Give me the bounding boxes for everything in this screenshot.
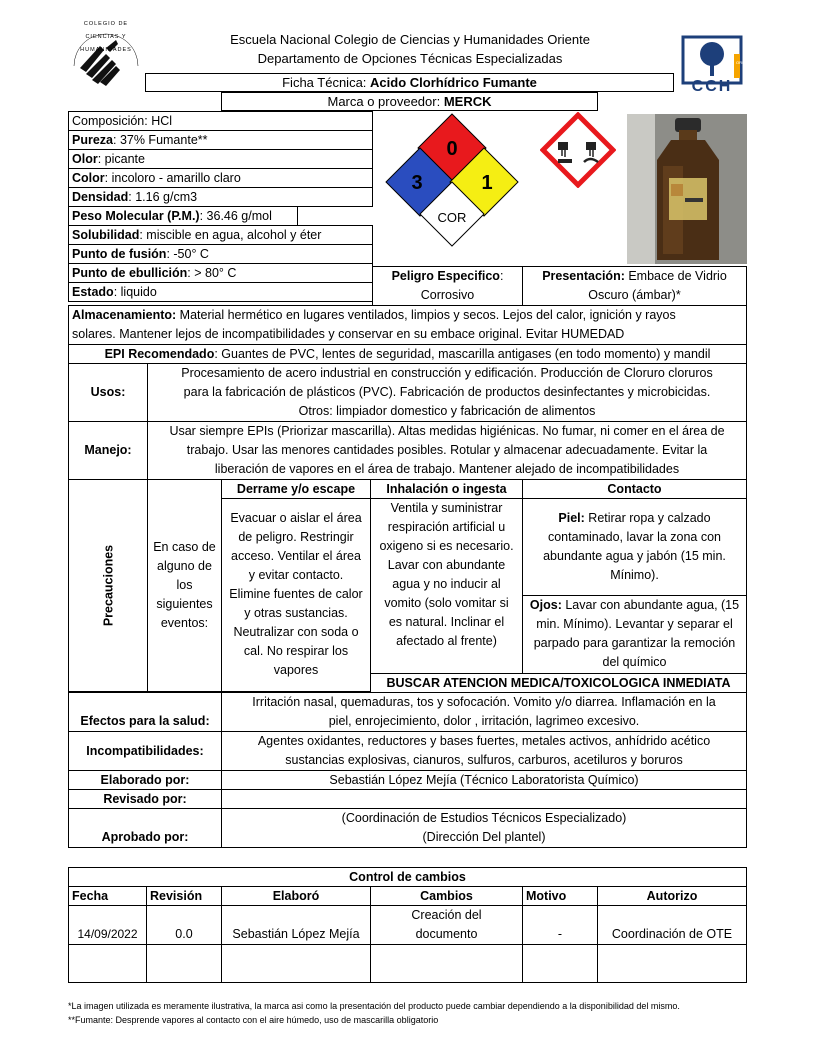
prop-row	[68, 282, 373, 302]
prop-label: Peso Molecular (P.M.)	[72, 209, 200, 223]
peligro-cell	[372, 266, 523, 306]
derrame-line: Neutralizar con soda o	[233, 625, 359, 639]
prop-value: : > 80° C	[187, 266, 237, 280]
elaborado-value: Sebastián López Mejía (Técnico Laboratorista Químico)	[221, 770, 747, 790]
derrame-line: y otras sustancias.	[244, 606, 348, 620]
sheet-title-prefix: Ficha Técnica:	[282, 75, 371, 90]
control-cambios-line: Creación del	[411, 908, 482, 922]
precauciones-label: Precauciones	[101, 544, 116, 627]
prop-value: : HCl	[144, 114, 173, 128]
presentacion-value-2: Oscuro (ámbar)*	[588, 288, 681, 302]
efectos-line: piel, enrojecimiento, dolor , irritación, lagrimeo excesivo.	[328, 714, 640, 728]
right-logo	[680, 34, 754, 98]
control-cambios-line: documento	[415, 927, 478, 941]
ojos-line: min. Mínimo). Levantar y separar el	[536, 617, 733, 631]
inhalacion-line: agua y no inducir al	[392, 577, 501, 591]
incompat-line: sustancias explosivas, cianuros, sulfuros, carburos, acetiluros y boruros	[285, 753, 683, 767]
footnote: *La imagen utilizada es meramente ilustrativa, la marca asi como la presentación del producto puede cambiar dependiendo a la disponibilidad del mismo.	[68, 1001, 680, 1011]
derrame-content	[221, 498, 371, 692]
aprobado-line: (Dirección Del plantel)	[422, 830, 546, 844]
events-line: eventos:	[160, 616, 209, 630]
manejo-content	[147, 421, 747, 480]
brand-prefix: Marca o proveedor:	[327, 94, 444, 109]
inhalacion-line: es natural. Inclinar el	[388, 615, 505, 629]
prop-value: : 1.16 g/cm3	[128, 190, 198, 204]
prop-value: : -50° C	[166, 247, 209, 261]
control-row-cambios	[370, 905, 523, 945]
events-cell	[147, 479, 222, 692]
control-header-revision: Revisión	[146, 886, 222, 906]
ojos-label: Ojos:	[529, 598, 562, 612]
right-logo-sub: ORIENTE	[736, 60, 754, 65]
brand-value: MERCK	[443, 94, 492, 109]
derrame-line: y evitar contacto.	[248, 568, 344, 582]
presentacion-cell	[522, 266, 747, 306]
prop-row	[68, 263, 373, 283]
precauciones-label-cell	[68, 479, 148, 692]
elaborado-label: Elaborado por:	[68, 770, 222, 790]
right-logo-text: CCH	[691, 78, 733, 95]
control-empty-cell	[370, 944, 523, 983]
prop-label: Pureza	[72, 133, 113, 147]
epi-cell	[68, 344, 747, 364]
control-empty-cell	[68, 944, 147, 983]
control-header-motivo: Motivo	[522, 886, 598, 906]
incompat-line: Agentes oxidantes, reductores y bases fuertes, metales activos, anhídrido acético	[257, 734, 711, 748]
inhalacion-line: Lavar con abundante	[387, 558, 506, 572]
footnote: **Fumante: Desprende vapores al contacto con el aire húmedo, uso de mascarilla obligatorio	[68, 1015, 439, 1025]
peligro-value: Corrosivo	[420, 288, 475, 302]
piel-line: Retirar ropa y calzado	[584, 511, 711, 525]
corrosive-pictogram	[540, 112, 616, 188]
derrame-line: Elimine fuentes de calor	[229, 587, 363, 601]
prop-value: : miscible en agua, alcohol y éter	[139, 228, 322, 242]
prop-row	[68, 225, 373, 245]
ojos-line: Lavar con abundante agua, (15	[561, 598, 740, 612]
peligro-label: Peligro Especifico	[391, 269, 500, 283]
prop-label: Densidad	[72, 190, 129, 204]
control-row-fecha	[68, 905, 147, 945]
presentacion-label: Presentación:	[542, 269, 625, 283]
manejo-label-text: Manejo:	[84, 443, 132, 457]
efectos-label	[68, 692, 222, 732]
control-header-cambios: Cambios	[370, 886, 523, 906]
control-empty-cell	[221, 944, 371, 983]
prop-row	[68, 149, 373, 169]
derrame-line: de peligro. Restringir	[238, 530, 354, 544]
usos-line: para la fabricación de plásticos (PVC). Fabricación de productos desinfectantes y microbicidas.	[183, 385, 711, 399]
prop-label: Estado	[72, 285, 114, 299]
control-fecha-value: 14/09/2022	[77, 927, 138, 941]
nfpa-bottom-value: COR	[437, 210, 467, 225]
sheet-title-value: Acido Clorhídrico Fumante	[370, 75, 537, 90]
events-line: siguientes	[156, 597, 213, 611]
incompat-label-text: Incompatibilidades:	[86, 744, 204, 758]
piel-line: abundante agua y jabón (15 min.	[543, 549, 726, 563]
prop-value: : incoloro - amarillo claro	[104, 171, 241, 185]
medical-alert: BUSCAR ATENCION MEDICA/TOXICOLOGICA INMEDIATA	[370, 673, 747, 693]
piel-line: contaminado, lavar la zona con	[547, 530, 722, 544]
control-title: Control de cambios	[68, 867, 747, 887]
inhalacion-content	[370, 498, 523, 674]
manejo-label	[68, 421, 148, 480]
revisado-label: Revisado por:	[68, 789, 222, 809]
almacenamiento-label: Almacenamiento:	[72, 308, 177, 322]
prop-label: Olor	[72, 152, 98, 166]
usos-line: Procesamiento de acero industrial en construcción y edificación. Producción de Cloruro cloruros	[181, 366, 713, 380]
almacenamiento-line1: Material hermético en lugares ventilados, limpios y secos. Lejos del calor, ignición y rayos	[176, 308, 676, 322]
prop-label: Solubilidad	[72, 228, 140, 242]
derrame-line: acceso. Ventilar el área	[231, 549, 361, 563]
events-line: En caso de	[153, 540, 216, 554]
school-name: Escuela Nacional Colegio de Ciencias y Humanidades Oriente	[230, 32, 590, 47]
control-autorizo-value: Coordinación de OTE	[611, 927, 733, 941]
events-line: alguno de	[157, 559, 212, 573]
control-row-motivo	[522, 905, 598, 945]
control-row-autorizo	[597, 905, 747, 945]
aprobado-line: (Coordinación de Estudios Técnicos Especializado)	[341, 811, 627, 825]
manejo-line: liberación de vapores en el área de trabajo. Mantener alejado de incompatibilidades	[214, 462, 680, 476]
control-header-autorizo: Autorizo	[597, 886, 747, 906]
derrame-line: Evacuar o aislar el área	[230, 511, 362, 525]
peligro-colon: :	[499, 269, 504, 283]
almacenamiento-line2: solares. Mantener lejos de incompatibilidades y conservar en su embace original. Evitar HUMEDAD	[72, 327, 625, 341]
usos-line: Otros: limpiador domestico y fabricación de alimentos	[298, 404, 596, 418]
inhalacion-line: Ventila y suministrar	[390, 501, 503, 515]
control-revision-value: 0.0	[175, 927, 193, 941]
aprobado-label-text: Aprobado por:	[101, 830, 189, 844]
derrame-line: vapores	[273, 663, 319, 677]
product-photo	[627, 114, 747, 264]
nfpa-top-value: 0	[446, 138, 458, 160]
aprobado-value	[221, 808, 747, 848]
inhalacion-header: Inhalación o ingesta	[370, 479, 523, 499]
efectos-line: Irritación nasal, quemaduras, tos y sofocación. Vomito y/o diarrea. Inflamación en la	[252, 695, 716, 709]
inhalacion-line: oxigeno si es necesario.	[379, 539, 514, 553]
prop-label: Punto de fusión	[72, 247, 167, 261]
inhalacion-line: respiración artificial u	[387, 520, 506, 534]
brand-row	[221, 92, 598, 111]
nfpa-right-value: 1	[481, 172, 493, 194]
prop-row	[68, 168, 373, 188]
revisado-value	[221, 789, 747, 809]
left-logo-text: COLEGIO DE CIENCIAS Y HUMANIDADES	[80, 21, 132, 53]
prop-value: : picante	[97, 152, 145, 166]
prop-row	[68, 187, 373, 207]
incompat-label	[68, 731, 222, 771]
control-row-revision	[146, 905, 222, 945]
prop-label: Punto de ebullición	[72, 266, 188, 280]
piel-label: Piel:	[558, 511, 585, 525]
manejo-line: trabajo. Usar las menores cantidades posibles. Rotular y almacenar adecuadamente. Evitar la	[186, 443, 708, 457]
derrame-line: cal. No respirar los	[243, 644, 349, 658]
nfpa-left-value: 3	[411, 172, 423, 194]
derrame-header: Derrame y/o escape	[221, 479, 371, 499]
contacto-ojos	[522, 595, 747, 674]
nfpa-diamond	[385, 110, 519, 262]
control-header-elaboro: Elaboró	[221, 886, 371, 906]
control-row-elaboro	[221, 905, 371, 945]
prop-value: : 36.46 g/mol	[199, 209, 272, 223]
prop-row	[68, 206, 298, 226]
left-logo	[66, 21, 146, 94]
control-motivo-value: -	[557, 927, 563, 941]
efectos-content	[221, 692, 747, 732]
prop-value: : 37% Fumante**	[113, 133, 208, 147]
usos-label-text: Usos:	[90, 385, 126, 399]
events-line: los	[176, 578, 193, 592]
presentacion-value-1: Embace de Vidrio	[624, 269, 727, 283]
prop-value: : liquido	[113, 285, 157, 299]
usos-label	[68, 363, 148, 422]
properties-table	[68, 111, 373, 305]
aprobado-label	[68, 808, 222, 848]
department-name: Departamento de Opciones Técnicas Especializadas	[257, 51, 563, 66]
inhalacion-line: vomito (solo vomitar si	[384, 596, 509, 610]
ojos-line: parpado para garantizar la remoción	[533, 636, 736, 650]
sheet-title	[145, 73, 674, 92]
prop-label: Composición	[72, 114, 145, 128]
almacenamiento-cell	[68, 305, 747, 345]
manejo-line: Usar siempre EPIs (Priorizar mascarilla). Altas medidas higiénicas. No fumar, ni comer en el área de	[169, 424, 725, 438]
incompat-content	[221, 731, 747, 771]
piel-line: Mínimo).	[610, 568, 659, 582]
control-empty-cell	[146, 944, 222, 983]
control-empty-cell	[597, 944, 747, 983]
control-header-fecha: Fecha	[68, 886, 147, 906]
usos-content	[147, 363, 747, 422]
prop-row	[68, 130, 373, 150]
efectos-label-text: Efectos para la salud:	[80, 714, 210, 728]
inhalacion-line: afectado al frente)	[396, 634, 497, 648]
control-elaboro-value: Sebastián López Mejía	[232, 927, 360, 941]
prop-row	[68, 244, 373, 264]
prop-row-spacer	[297, 206, 373, 226]
ojos-line: del químico	[602, 655, 667, 669]
contacto-piel	[522, 498, 747, 596]
epi-value: : Guantes de PVC, lentes de seguridad, mascarilla antigases (en todo momento) y mandil	[214, 347, 711, 361]
contacto-header: Contacto	[522, 479, 747, 499]
prop-label: Color	[72, 171, 105, 185]
prop-row	[68, 111, 373, 131]
control-empty-cell	[522, 944, 598, 983]
epi-label: EPI Recomendado	[104, 347, 215, 361]
